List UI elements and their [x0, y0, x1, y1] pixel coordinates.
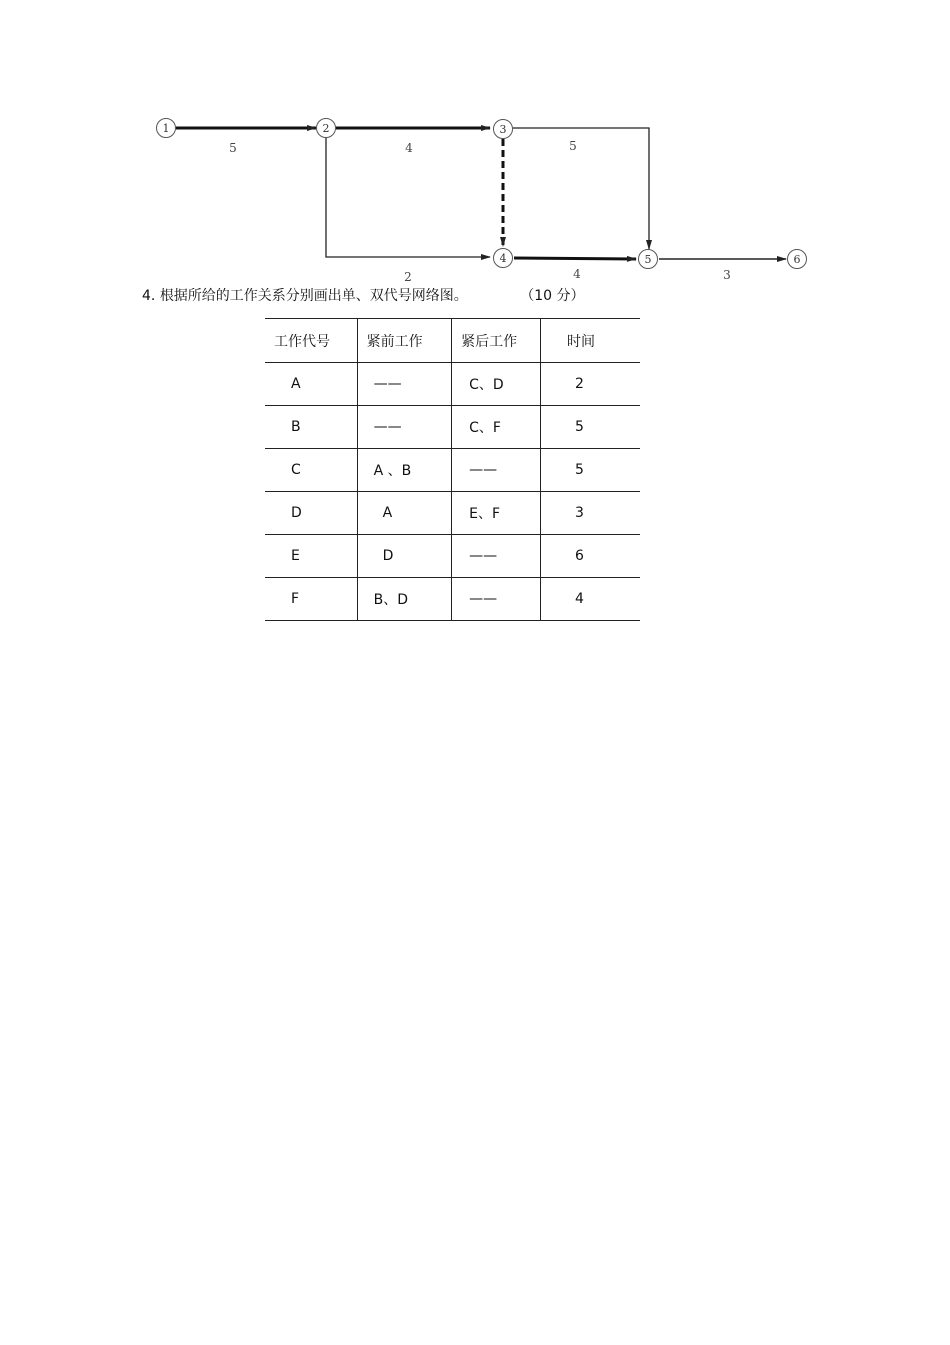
cell-time: 5	[540, 406, 640, 449]
table-row	[265, 578, 640, 621]
table-row	[265, 492, 640, 535]
node-1-label: 1	[162, 122, 170, 135]
cell-predecessor: A 、B	[357, 449, 451, 492]
arrow-2-4	[326, 138, 490, 257]
duration-label-3-5: 5	[569, 139, 577, 153]
duration-label-1-2: 5	[229, 141, 237, 155]
duration-label-2-3: 4	[405, 141, 413, 155]
question-number: 4.	[142, 288, 156, 304]
cell-work-code: A	[265, 363, 357, 406]
node-4	[494, 249, 513, 268]
cell-successor: C、F	[452, 406, 541, 449]
header-time: 时间	[540, 319, 640, 363]
table-row	[265, 535, 640, 578]
node-5	[639, 250, 658, 269]
cell-time: 4	[540, 578, 640, 621]
cell-work-code: D	[265, 492, 357, 535]
cell-predecessor: D	[357, 535, 451, 578]
node-6	[788, 250, 807, 269]
cell-successor: C、D	[452, 363, 541, 406]
header-predecessor: 紧前工作	[357, 319, 451, 363]
node-6-label: 6	[793, 253, 801, 266]
duration-label-5-6: 3	[723, 268, 731, 282]
cell-time: 6	[540, 535, 640, 578]
question-text: 根据所给的工作关系分别画出单、双代号网络图。	[159, 288, 468, 304]
cell-successor: ——	[452, 578, 541, 621]
cell-work-code: B	[265, 406, 357, 449]
node-4-label: 4	[499, 252, 507, 265]
header-successor: 紧后工作	[452, 319, 541, 363]
cell-predecessor: ——	[357, 406, 451, 449]
work-relationship-table	[265, 318, 640, 621]
table-row	[265, 363, 640, 406]
table-row	[265, 406, 640, 449]
table-header-row	[265, 319, 640, 363]
question-score: （10 分）	[520, 288, 585, 304]
cell-time: 3	[540, 492, 640, 535]
cell-work-code: F	[265, 578, 357, 621]
cell-predecessor: ——	[357, 363, 451, 406]
cell-successor: ——	[452, 535, 541, 578]
cell-predecessor: A	[357, 492, 451, 535]
node-1	[157, 119, 176, 138]
header-work-code: 工作代号	[265, 319, 357, 363]
cell-successor: E、F	[452, 492, 541, 535]
cell-predecessor: B、D	[357, 578, 451, 621]
cell-successor: ——	[452, 449, 541, 492]
cell-work-code: E	[265, 535, 357, 578]
duration-label-4-5: 4	[573, 267, 581, 281]
node-3	[494, 120, 513, 139]
node-5-label: 5	[644, 253, 652, 266]
cell-time: 2	[540, 363, 640, 406]
cell-work-code: C	[265, 449, 357, 492]
arrow-4-5	[514, 258, 636, 259]
table-row	[265, 449, 640, 492]
arrow-3-5	[513, 128, 649, 249]
network-diagram	[0, 0, 950, 290]
node-3-label: 3	[499, 123, 507, 136]
question-4	[142, 287, 585, 305]
node-2-label: 2	[322, 122, 330, 135]
duration-label-2-4: 2	[404, 270, 412, 284]
cell-time: 5	[540, 449, 640, 492]
node-2	[317, 119, 336, 138]
